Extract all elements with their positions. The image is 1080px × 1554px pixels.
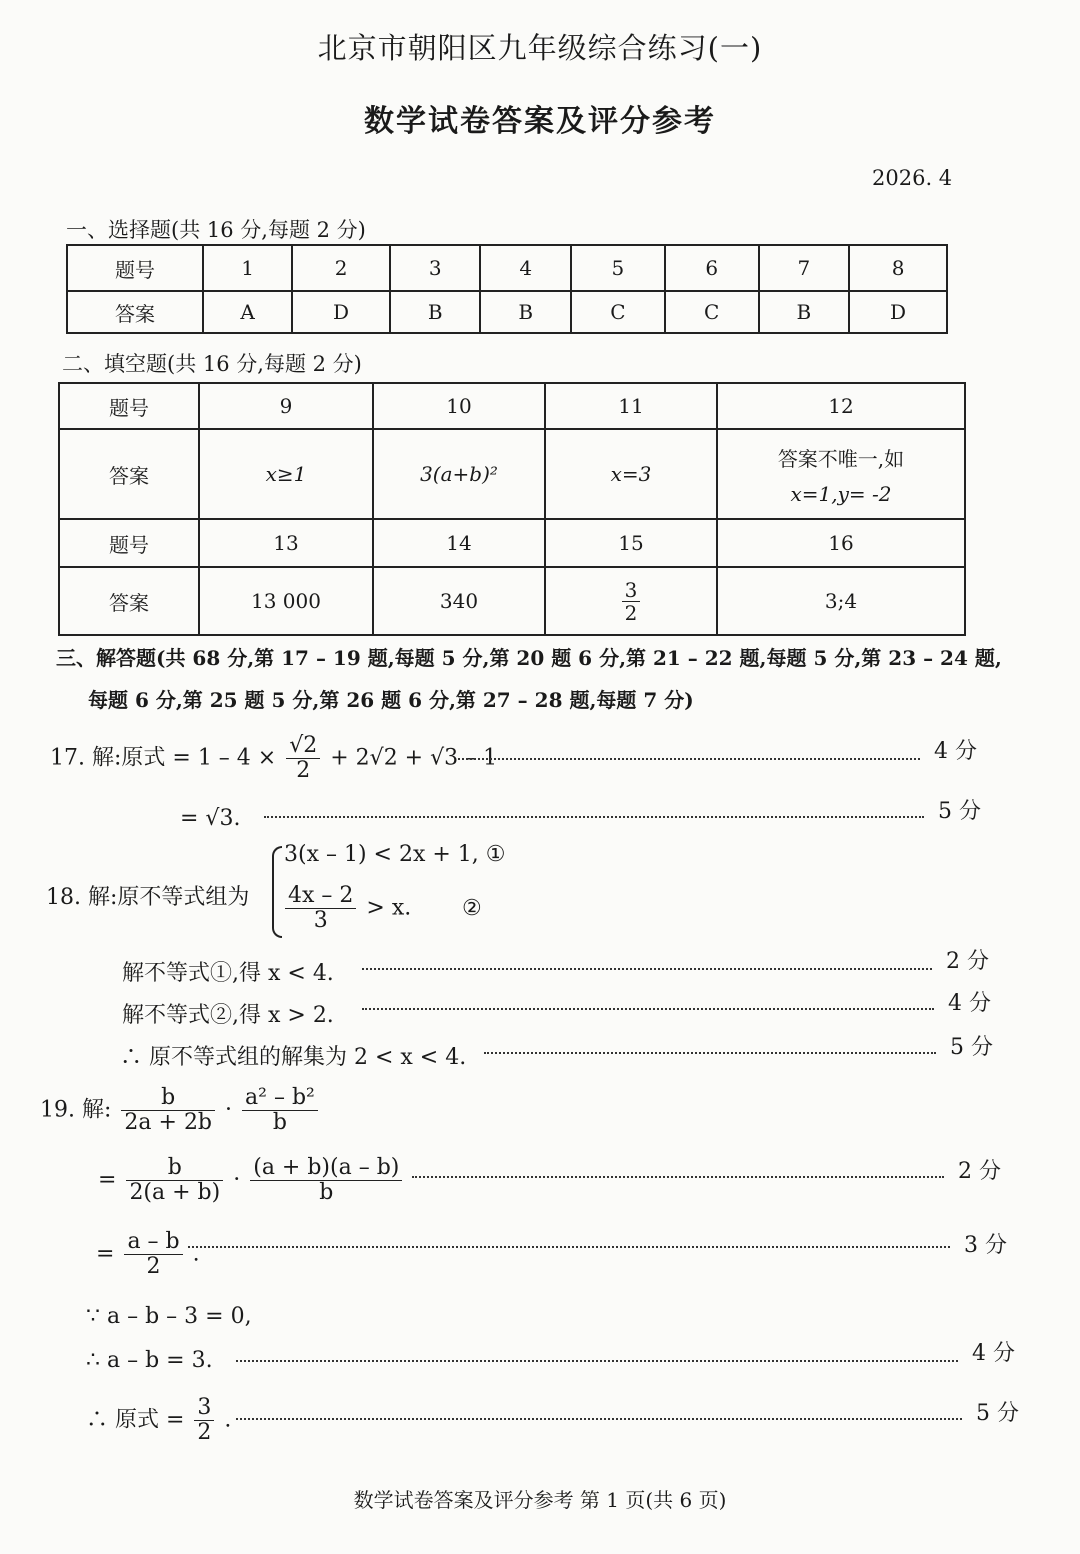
fraction: [194, 1396, 214, 1445]
a-cell: B: [480, 291, 571, 333]
denominator: 2: [296, 758, 311, 784]
a-cell-fraction: [545, 567, 717, 635]
answer-note: 答案不唯一,如: [777, 446, 905, 471]
a-cell: D: [849, 291, 947, 333]
row-label-question: 题号: [59, 383, 199, 429]
numerator: (a + b)(a – b): [250, 1156, 402, 1181]
leader-dots: [236, 1360, 958, 1362]
q18-ineq2: [282, 884, 411, 933]
denominator: 2(a + b): [129, 1180, 221, 1206]
q18-ineq1: 3(x – 1) < 2x + 1, ①: [284, 842, 506, 867]
section1-question-row: [67, 245, 947, 291]
a-cell: x=3: [545, 429, 717, 519]
q-cell: 12: [717, 383, 965, 429]
section2-table: [58, 382, 966, 636]
q-cell: 13: [199, 519, 373, 567]
a-cell: 3(a+b)²: [373, 429, 545, 519]
leader-dots: [362, 1008, 934, 1010]
system-brace: [272, 846, 282, 938]
section2-heading: 二、填空题(共 16 分,每题 2 分): [62, 352, 362, 376]
q18-step1: 解不等式①,得 x < 4.: [122, 961, 334, 986]
q-cell: 15: [545, 519, 717, 567]
q-cell: 8: [849, 245, 947, 291]
score: 4 分: [972, 1341, 1015, 1366]
score: 4 分: [948, 991, 991, 1016]
section1-answer-row: [67, 291, 947, 333]
score: 5 分: [938, 799, 981, 824]
equals: =: [96, 1241, 115, 1267]
score: 5 分: [976, 1401, 1019, 1426]
score: 3 分: [964, 1233, 1007, 1258]
a-cell: x≥1: [199, 429, 373, 519]
a-cell: D: [292, 291, 390, 333]
a-cell: 3;4: [717, 567, 965, 635]
q17-rest: + 2√2 + √3 – 1: [330, 745, 498, 771]
row-label-answer: 答案: [59, 567, 199, 635]
section2-answer-row-1: [59, 429, 965, 519]
a-cell: B: [390, 291, 481, 333]
q-cell: 5: [571, 245, 665, 291]
a-cell: C: [665, 291, 759, 333]
a-cell: 13 000: [199, 567, 373, 635]
exam-date: 2026. 4: [872, 166, 953, 190]
numerator: a² – b²: [242, 1086, 318, 1111]
leader-dots: [362, 968, 932, 970]
q19-label: 19. 解:: [40, 1097, 112, 1123]
q-cell: 14: [373, 519, 545, 567]
q19-line1: [40, 1086, 321, 1135]
leader-dots: [236, 1418, 962, 1420]
fraction: [250, 1156, 402, 1205]
q-cell: 9: [199, 383, 373, 429]
q19-s5-label: ∴ 原式 =: [86, 1407, 185, 1433]
multiply-dot: ·: [225, 1097, 233, 1123]
section1-table: [66, 244, 948, 334]
numerator: b: [121, 1086, 215, 1111]
numerator: √2: [286, 734, 320, 759]
row-label-question: 题号: [67, 245, 203, 291]
numerator: 3: [194, 1396, 214, 1421]
section2-answer-row-2: [59, 567, 965, 635]
a-cell: C: [571, 291, 665, 333]
q19-step3: ∵ a – b – 3 = 0,: [86, 1304, 252, 1329]
denominator: b: [319, 1180, 334, 1206]
equals: =: [98, 1167, 117, 1193]
q-cell: 6: [665, 245, 759, 291]
answer-example: x=1,y= -2: [790, 481, 892, 506]
q-cell: 3: [390, 245, 481, 291]
period: .: [192, 1241, 200, 1267]
fraction: [286, 734, 320, 783]
q17-line1: [50, 734, 497, 783]
score: 2 分: [958, 1159, 1001, 1184]
a-cell: A: [203, 291, 292, 333]
period: .: [224, 1407, 232, 1433]
page-title: 北京市朝阳区九年级综合练习(一): [317, 31, 763, 65]
fraction: [242, 1086, 318, 1135]
denominator: 2: [146, 1254, 161, 1280]
row-label-answer: 答案: [59, 429, 199, 519]
fraction: [121, 1086, 215, 1135]
numerator: 3: [622, 579, 641, 602]
q19-step5: [86, 1396, 231, 1445]
page-subtitle: 数学试卷答案及评分参考: [364, 104, 716, 139]
row-label-question: 题号: [59, 519, 199, 567]
q18-label: 18. 解:原不等式组为: [46, 885, 250, 910]
q-cell: 7: [759, 245, 850, 291]
q-cell: 16: [717, 519, 965, 567]
denominator: b: [272, 1110, 287, 1136]
section3-heading-line1: 三、解答题(共 68 分,第 17 – 19 题,每题 5 分,第 20 题 6 分,第 21 – 22 题,每题 5 分,第 23 – 24 题,: [56, 646, 1002, 670]
score: 4 分: [934, 739, 977, 764]
ineq2-rest: > x.: [366, 895, 412, 921]
q-cell: 10: [373, 383, 545, 429]
section3-heading-line2: 每题 6 分,第 25 题 5 分,第 26 题 6 分,第 27 – 28 题,每题 7 分): [88, 688, 694, 712]
leader-dots: [412, 1176, 944, 1178]
leader-dots: [484, 1052, 936, 1054]
section2-question-row-2: [59, 519, 965, 567]
numerator: 4x – 2: [285, 884, 356, 909]
q18-step2: 解不等式②,得 x > 2.: [122, 1003, 334, 1028]
q19-step4: ∴ a – b = 3.: [86, 1348, 213, 1373]
fraction: [622, 579, 641, 624]
leader-dots: [458, 758, 920, 760]
denominator: 2: [197, 1420, 212, 1446]
q19-step1: [98, 1156, 405, 1205]
q-cell: 4: [480, 245, 571, 291]
section2-question-row-1: [59, 383, 965, 429]
score: 2 分: [946, 949, 989, 974]
q19-step2: [96, 1230, 200, 1279]
row-label-answer: 答案: [67, 291, 203, 333]
q-cell: 1: [203, 245, 292, 291]
fraction: [124, 1230, 182, 1279]
leader-dots: [188, 1246, 950, 1248]
page-footer: 数学试卷答案及评分参考 第 1 页(共 6 页): [353, 1488, 727, 1512]
q18-ineq2-mark: ②: [462, 896, 482, 921]
q-cell: 11: [545, 383, 717, 429]
q18-step3: ∴ 原不等式组的解集为 2 < x < 4.: [120, 1045, 467, 1070]
a-cell: B: [759, 291, 850, 333]
numerator: a – b: [124, 1230, 182, 1255]
fraction: [126, 1156, 223, 1205]
section1-heading: 一、选择题(共 16 分,每题 2 分): [66, 218, 366, 242]
denominator: 3: [313, 908, 328, 934]
denominator: 2: [624, 600, 638, 625]
score: 5 分: [950, 1035, 993, 1060]
leader-dots: [264, 816, 924, 818]
a-cell-multi: [717, 429, 965, 519]
numerator: b: [126, 1156, 223, 1181]
q17-label: 17. 解:原式 = 1 – 4 ×: [50, 745, 277, 771]
fraction: [285, 884, 356, 933]
q17-line2: = √3.: [180, 806, 241, 831]
denominator: 2a + 2b: [124, 1110, 213, 1136]
q-cell: 2: [292, 245, 390, 291]
a-cell: 340: [373, 567, 545, 635]
multiply-dot: ·: [233, 1167, 241, 1193]
